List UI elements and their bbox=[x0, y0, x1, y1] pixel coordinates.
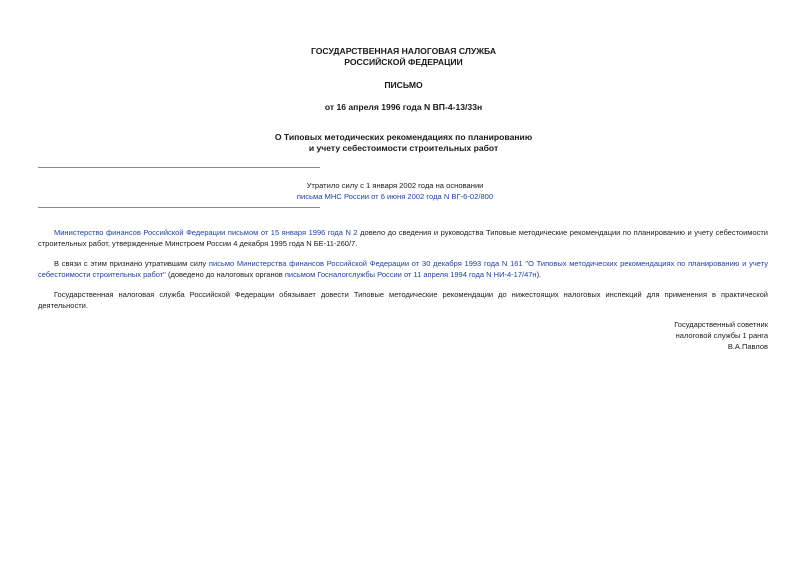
link-letter-1996[interactable]: письмом от 15 января 1996 года N 2 bbox=[227, 228, 358, 237]
expired-notice-text: Утратило силу с 1 января 2002 года на основании bbox=[306, 181, 484, 190]
expired-notice-link[interactable]: письма МНС России от 6 июня 2002 года N ВГ-6-02/800 bbox=[296, 192, 494, 201]
expired-notice-link-wrap bbox=[230, 191, 560, 202]
paragraph-3: Государственная налоговая служба Российской Федерации обязывает довести Типовые методические рекомендации до нижестоящих налоговых инспекций для применения в практической деятельности. bbox=[38, 290, 768, 310]
divider-bottom bbox=[38, 207, 320, 208]
document-date-number: от 16 апреля 1996 года N ВП-4-13/33н bbox=[324, 102, 483, 112]
agency-name-line1: ГОСУДАРСТВЕННАЯ НАЛОГОВАЯ СЛУЖБА bbox=[310, 46, 497, 56]
link-letter-1994[interactable]: письмом Госналогслужбы России от 11 апреля 1994 года N НИ-4-17/47н bbox=[284, 269, 537, 279]
paragraph-2-text-c: ). bbox=[536, 269, 542, 279]
divider-top bbox=[38, 167, 320, 168]
signature-name: В.А.Павлов bbox=[727, 342, 768, 351]
signature-position: Государственный советник bbox=[674, 320, 768, 329]
paragraph-1-text: довело до сведения и руководства Типовые методические рекомендации по планированию и учету себестоимости строительных работ, утвержденные Минстроем России 4 декабря 1995 года N БЕ-11-260/7. bbox=[38, 228, 768, 248]
agency-name-line2: РОССИЙСКОЙ ФЕДЕРАЦИИ bbox=[344, 57, 463, 67]
signature-rank: налоговой службы 1 ранга bbox=[675, 331, 768, 340]
paragraph-2 bbox=[38, 259, 768, 280]
document-title-line1: О Типовых методических рекомендациях по планированию bbox=[274, 132, 533, 142]
document-title-line2: и учету себестоимости строительных работ bbox=[308, 143, 499, 153]
paragraph-1 bbox=[38, 228, 768, 249]
link-letter-1993[interactable]: письмо Министерства финансов Российской Федерации от 30 декабря 1993 года N 161 "О Типовых методических рекомендациях по планированию и учету себестоимости строительных работ" bbox=[38, 259, 768, 279]
document-type: ПИСЬМО bbox=[384, 80, 423, 90]
paragraph-2-text-a: В связи с этим признано утратившим силу bbox=[54, 259, 209, 268]
link-minfin[interactable]: Министерство финансов Российской Федерации bbox=[54, 228, 226, 237]
paragraph-2-text-b: (доведено до налоговых органов bbox=[165, 269, 285, 279]
